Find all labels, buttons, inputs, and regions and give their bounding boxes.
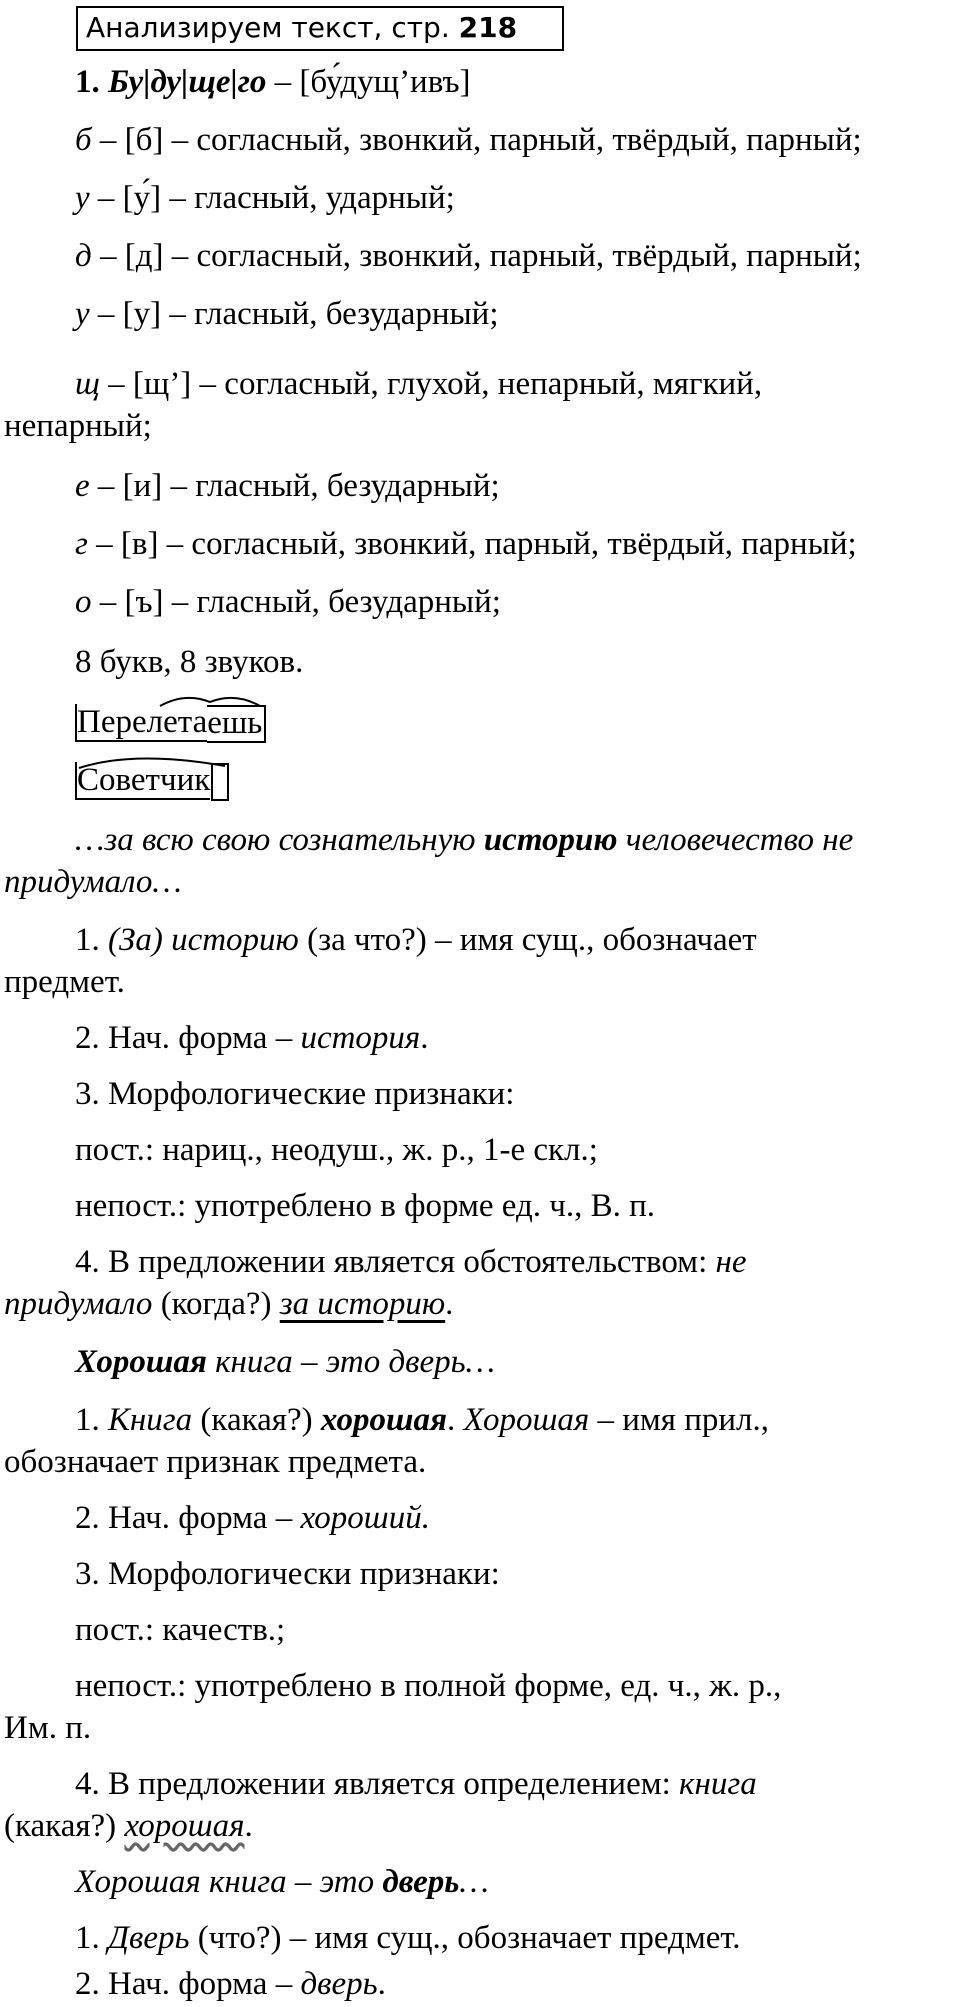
letters-sounds-count: 8 букв, 8 звуков. — [75, 644, 304, 680]
morpheme-word-1 — [75, 700, 266, 744]
quote-line: Хорошая книга – это дверь… — [75, 1864, 489, 1900]
word-ending-box: ешь — [207, 705, 266, 743]
sound-line: б – [б] – согласный, звонкий, парный, твёрдый, парный; — [75, 122, 862, 158]
sound-line: у – [у] – гласный, безударный; — [75, 296, 499, 332]
analysis-point-2: 2. Нач. форма – история. — [75, 1020, 429, 1056]
analysis-point-4-cont: придумало (когда?) за историю. — [4, 1286, 454, 1322]
root-arc — [75, 750, 255, 770]
analysis-point-1: 1. Дверь (что?) – имя сущ., обозначает предмет. — [75, 1920, 741, 1956]
analysis-point-2: 2. Нач. форма – дверь. — [75, 1966, 386, 2002]
sound-line: г – [в] – согласный, звонкий, парный, твёрдый, парный; — [75, 526, 857, 562]
analysis-point-4: 4. В предложении является определением: книга — [75, 1766, 757, 1802]
quote-line: …за всю свою сознательную историю человечество не — [75, 822, 854, 858]
analysis-point-2: 2. Нач. форма – хороший. — [75, 1500, 430, 1536]
sound-line: щ – [щ’] – согласный, глухой, непарный, мягкий, — [75, 366, 763, 402]
sound-line-cont: непарный; — [4, 408, 152, 444]
title-page-number: 218 — [458, 11, 518, 44]
constant-features: пост.: нариц., неодуш., ж. р., 1-е скл.; — [75, 1132, 598, 1168]
analysis-point-3: 3. Морфологически признаки: — [75, 1556, 500, 1592]
analysis-point-1-cont: предмет. — [4, 964, 125, 1000]
quote-line: Хорошая книга – это дверь… — [75, 1344, 495, 1380]
constant-features: пост.: качеств.; — [75, 1612, 286, 1648]
variable-features: непост.: употреблено в полной форме, ед. ч., ж. р., — [75, 1668, 782, 1704]
sound-line: о – [ъ] – гласный, безударный; — [75, 584, 501, 620]
page-title — [76, 6, 564, 51]
word-stem: Перелета — [77, 704, 208, 740]
sound-line: у – [у́] – гласный, ударный; — [75, 180, 455, 216]
analysis-point-4-cont: (какая?) хорошая. — [4, 1808, 253, 1844]
variable-features: непост.: употреблено в форме ед. ч., В. п. — [75, 1188, 655, 1224]
analysis-point-1: 1. Книга (какая?) хорошая. Хорошая – имя прил., — [75, 1402, 770, 1438]
morpheme-word-2 — [75, 758, 229, 802]
sound-line: д – [д] – согласный, звонкий, парный, твёрдый, парный; — [75, 238, 862, 274]
analysis-point-1-cont: обозначает признак предмета. — [4, 1444, 427, 1480]
sound-line: е – [и] – гласный, безударный; — [75, 468, 500, 504]
word-analysis-heading: 1. Бу|ду|ще|го – [бу́дущ’ивъ] — [75, 64, 471, 100]
title-label: Анализируем текст, стр. — [86, 11, 450, 44]
analysis-point-4: 4. В предложении является обстоятельством: не — [75, 1244, 747, 1280]
analysis-point-3: 3. Морфологические признаки: — [75, 1076, 515, 1112]
quote-line-cont: придумало… — [4, 864, 182, 900]
variable-features-cont: Им. п. — [4, 1710, 92, 1746]
analysis-point-1: 1. (За) историю (за что?) – имя сущ., обозначает — [75, 922, 757, 958]
word-stem: Советчик — [77, 762, 211, 798]
root-arc — [75, 690, 335, 710]
